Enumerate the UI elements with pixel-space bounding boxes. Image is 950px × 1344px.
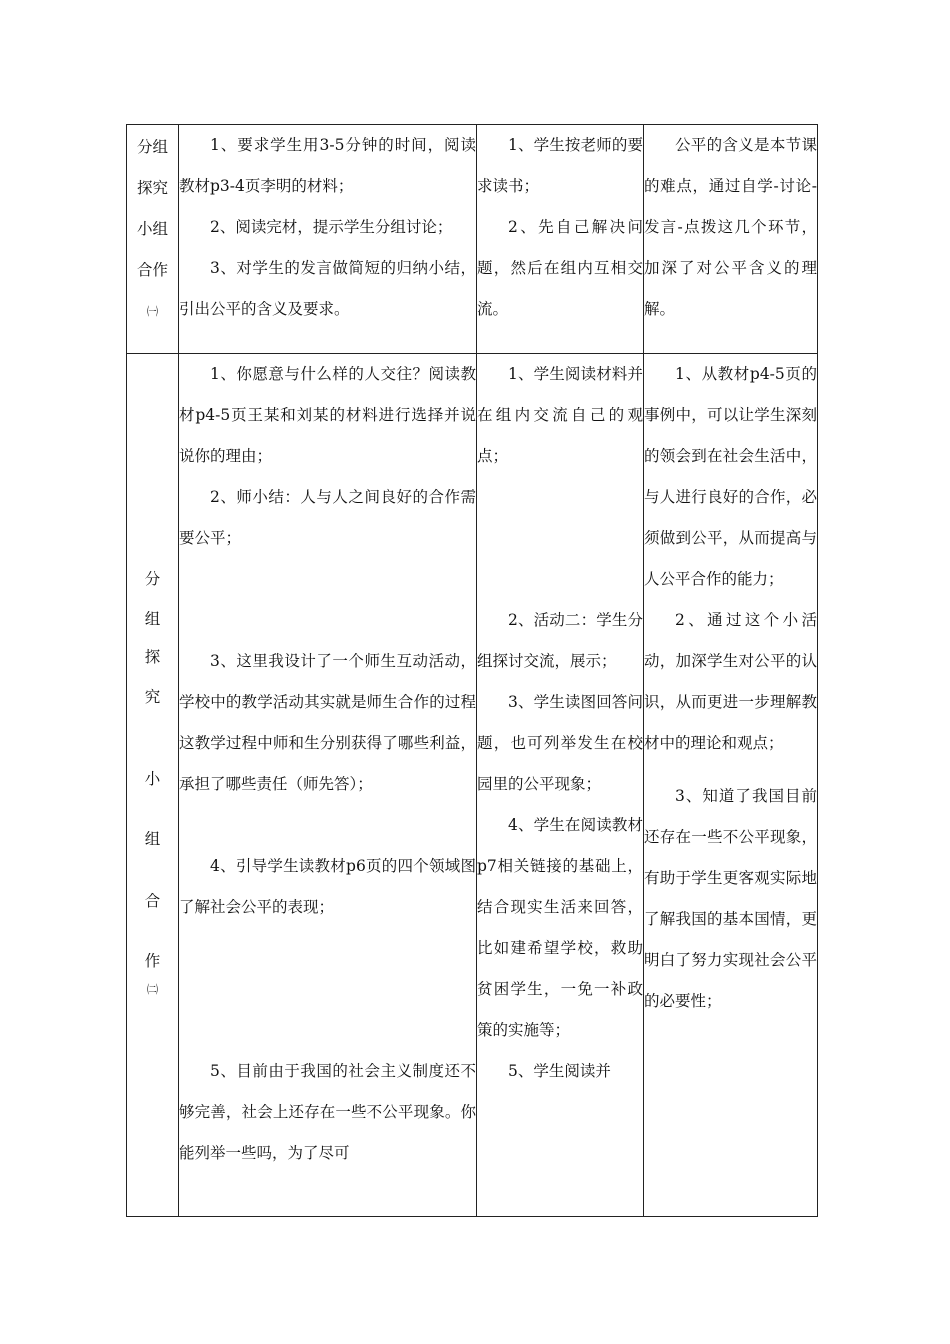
stage-label: 分 <box>144 570 161 588</box>
intent-text: 2、通过这个小活动，加深学生对公平的认识，从而更进一步理解教材中的理论和观点； <box>644 611 817 752</box>
intent-text: 3、知道了我国目前还存在一些不公平现象，有助于学生更客观实际地了解我国的基本国情，更明白了努力实现社会公平的必要性； <box>644 787 817 1010</box>
teacher-step: 2、师小结：人与人之间良好的合作需要公平； <box>179 488 476 547</box>
stage-cell <box>127 354 179 1217</box>
stage-label: 组 <box>144 610 161 628</box>
design-intent-cell <box>644 354 818 1217</box>
student-step: 2、先自己解决问题，然后在组内互相交流。 <box>477 218 643 318</box>
intent-text: 公平的含义是本节课的难点，通过自学-讨论-发言-点拨这几个环节，加深了对公平含义的理解。 <box>644 136 817 318</box>
design-intent-cell <box>644 125 818 354</box>
student-step: 3、学生读图回答问题，也可列举发生在校园里的公平现象； <box>477 693 643 793</box>
stage-label: 组 <box>144 830 161 848</box>
teacher-step: 5、目前由于我国的社会主义制度还不够完善，社会上还存在一些不公平现象。你能列举一些吗，为了尽可 <box>179 1062 476 1162</box>
stage-label: 究 <box>144 688 161 706</box>
stage-label: 合 <box>144 892 161 910</box>
student-step: 4、学生在阅读教材p7相关链接的基础上，结合现实生活来回答，比如建希望学校，救助贫困学生，一免一补政策的实施等； <box>477 816 643 1039</box>
table-row <box>127 354 818 1217</box>
student-activity-cell <box>477 354 644 1217</box>
student-step: 1、学生阅读材料并在组内交流自己的观点； <box>477 365 643 465</box>
stage-label: 分组 <box>136 138 168 156</box>
student-activity-cell <box>477 125 644 354</box>
table-row <box>127 125 818 354</box>
teacher-step: 1、你愿意与什么样的人交往？阅读教材p4-5页王某和刘某的材料进行选择并说说你的理由； <box>179 365 476 465</box>
stage-label: 作 <box>144 952 161 970</box>
teacher-activity-cell <box>179 125 477 354</box>
student-step: 5、学生阅读并 <box>508 1062 611 1080</box>
student-step: 1、学生按老师的要求读书； <box>477 136 643 195</box>
stage-label: 小 <box>144 770 161 788</box>
stage-label: 合作 <box>136 261 168 279</box>
teacher-step: 1、要求学生用3-5分钟的时间，阅读教材p3-4页李明的材料； <box>179 136 476 195</box>
stage-label: ㈠ <box>147 305 158 318</box>
teacher-step: 3、对学生的发言做简短的归纳小结，引出公平的含义及要求。 <box>179 259 476 318</box>
student-step: 2、活动二：学生分组探讨交流，展示； <box>477 611 643 670</box>
teacher-activity-cell <box>179 354 477 1217</box>
teacher-step: 3、这里我设计了一个师生互动活动，学校中的教学活动其实就是师生合作的过程这教学过程中师和生分别获得了哪些利益，承担了哪些责任（师先答）； <box>179 652 476 793</box>
stage-label: 探究 <box>136 179 168 197</box>
lesson-plan-table <box>126 124 818 1217</box>
stage-label: 探 <box>144 648 161 666</box>
intent-text: 1、从教材p4-5页的事例中，可以让学生深刻的领会到在社会生活中，与人进行良好的合作，必须做到公平，从而提高与人公平合作的能力； <box>644 365 817 588</box>
stage-label: ㈡ <box>147 983 158 996</box>
teacher-step: 2、阅读完材，提示学生分组讨论； <box>210 218 453 236</box>
teacher-step: 4、引导学生读教材p6页的四个领域图了解社会公平的表现； <box>179 857 476 916</box>
stage-cell <box>127 125 179 354</box>
stage-label: 小组 <box>136 220 168 238</box>
